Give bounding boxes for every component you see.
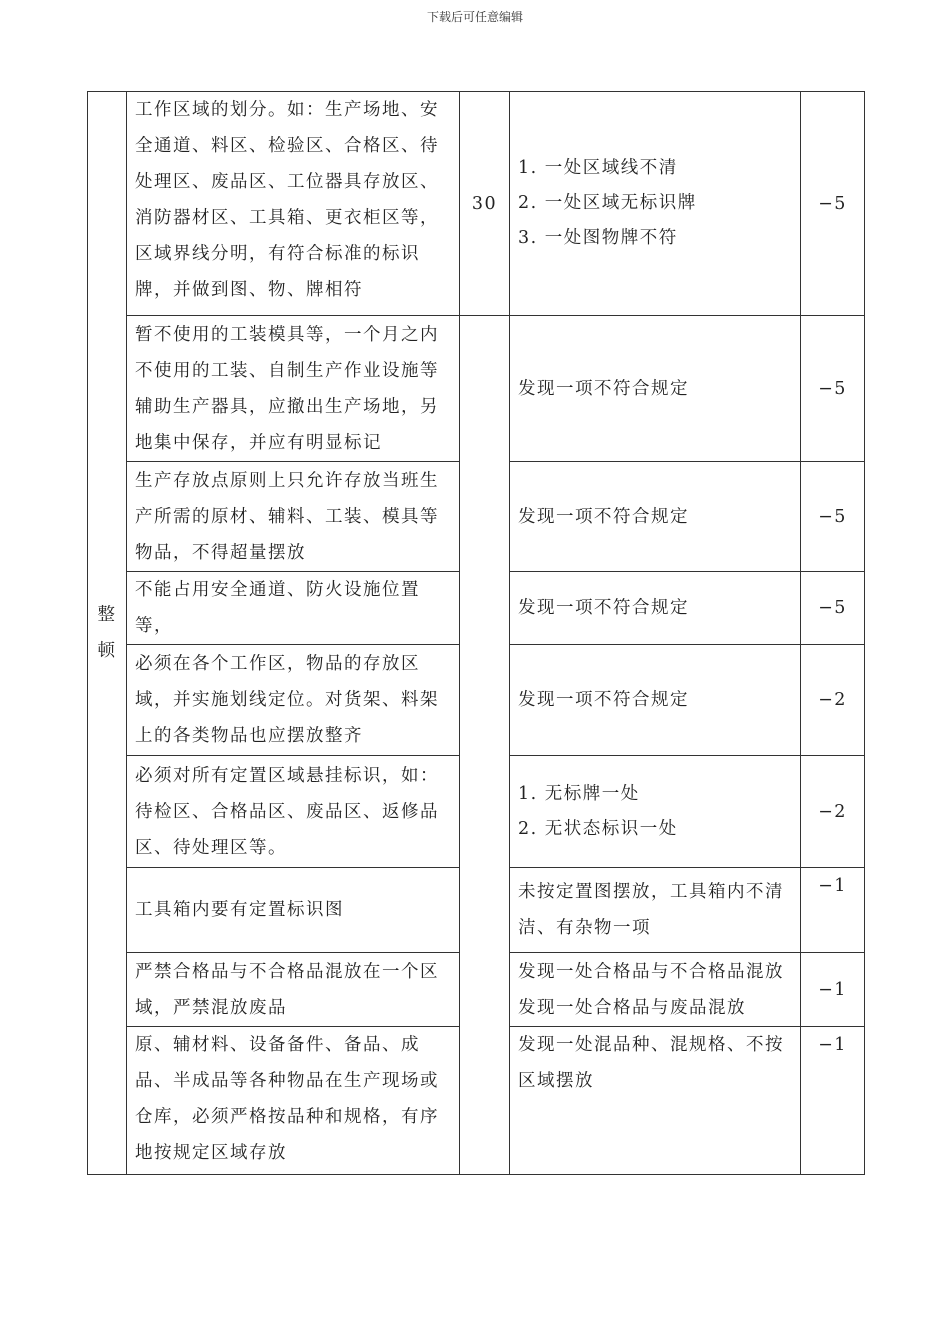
- deduction-cell: −1: [801, 953, 865, 1027]
- deduction-cell: −1: [801, 1027, 865, 1175]
- criteria-line: 2. 无状态标识一处: [518, 818, 678, 839]
- criteria-cell: [510, 92, 801, 316]
- table-row: [88, 92, 865, 316]
- inspection-table: [87, 91, 865, 1175]
- criteria-cell: [510, 645, 801, 756]
- criteria-line: 发现一项不符合规定: [518, 506, 689, 527]
- standard-cell: 不能占用安全通道、防火设施位置等，: [127, 572, 460, 645]
- criteria-line: 发现一处合格品与不合格品混放: [518, 961, 784, 982]
- standard-cell: 必须在各个工作区，物品的存放区域，并实施划线定位。对货架、料架上的各类物品也应摆放整齐: [127, 645, 460, 756]
- criteria-cell: [510, 953, 801, 1027]
- standard-cell: 严禁合格品与不合格品混放在一个区域，严禁混放废品: [127, 953, 460, 1027]
- criteria-line: 发现一处混品种、混规格、不按区域摆放: [518, 1035, 784, 1091]
- page-header: 下载后可任意编辑: [426, 10, 523, 24]
- criteria-line: 2. 一处区域无标识牌: [518, 193, 697, 213]
- standard-cell: 工作区域的划分。如：生产场地、安全通道、料区、检验区、合格区、待处理区、废品区、工位器具存放区、消防器材区、工具箱、更衣柜区等，区域界线分明，有符合标准的标识牌，并做到图、物、牌相符: [127, 92, 460, 316]
- section-name-char: 顿: [97, 641, 117, 661]
- standard-cell: 原、辅材料、设备备件、备品、成品、半成品等各种物品在生产现场或仓库，必须严格按品种和规格，有序地按规定区域存放: [127, 1027, 460, 1175]
- deduction-cell: −5: [801, 572, 865, 645]
- criteria-line: 发现一项不符合规定: [518, 378, 689, 399]
- standard-cell: 暂不使用的工装模具等，一个月之内不使用的工装、自制生产作业设施等辅助生产器具，应撤出生产场地，另地集中保存，并应有明显标记: [127, 316, 460, 462]
- deduction-cell: −5: [801, 316, 865, 462]
- criteria-cell: [510, 756, 801, 868]
- section-score: 30: [460, 92, 510, 316]
- criteria-cell: [510, 462, 801, 572]
- deduction-cell: −1: [801, 868, 865, 953]
- section-name-cell: [88, 92, 127, 1175]
- criteria-cell: [510, 1027, 801, 1175]
- criteria-line: 未按定置图摆放，工具箱内不清洁、有杂物一项: [518, 882, 784, 938]
- standard-cell: 生产存放点原则上只允许存放当班生产所需的原材、辅料、工装、模具等物品，不得超量摆放: [127, 462, 460, 572]
- criteria-line: 发现一处合格品与废品混放: [518, 997, 746, 1018]
- deduction-cell: −2: [801, 645, 865, 756]
- criteria-line: 发现一项不符合规定: [518, 598, 689, 618]
- standard-cell: 必须对所有定置区域悬挂标识，如：待检区、合格品区、废品区、返修品区、待处理区等。: [127, 756, 460, 868]
- criteria-line: 发现一项不符合规定: [518, 690, 689, 710]
- criteria-cell: [510, 868, 801, 953]
- standard-cell: 工具箱内要有定置标识图: [127, 868, 460, 953]
- criteria-line: 1. 一处区域线不清: [518, 158, 678, 178]
- deduction-cell: −2: [801, 756, 865, 868]
- deduction-cell: −5: [801, 462, 865, 572]
- criteria-cell: [510, 572, 801, 645]
- criteria-line: 1. 无标牌一处: [518, 783, 640, 804]
- deduction-cell: −5: [801, 92, 865, 316]
- score-gap-cell: [460, 316, 510, 1175]
- criteria-cell: [510, 316, 801, 462]
- section-name-char: 整: [97, 605, 117, 625]
- criteria-line: 3. 一处图物牌不符: [518, 228, 678, 248]
- table-row: [88, 316, 865, 462]
